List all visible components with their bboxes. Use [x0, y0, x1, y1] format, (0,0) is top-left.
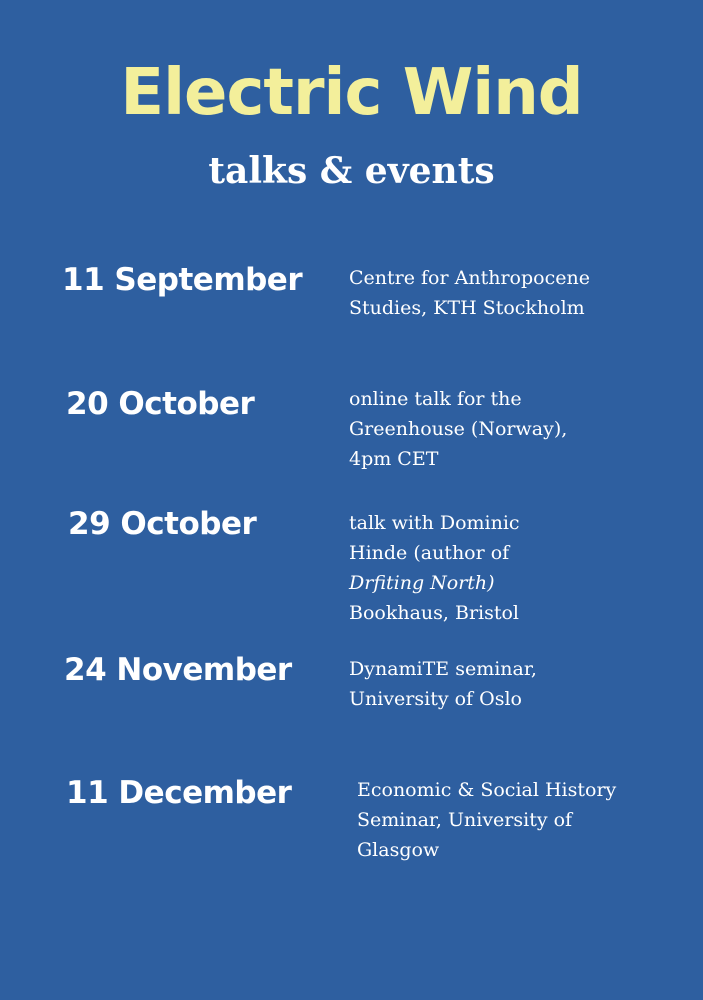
poster-subtitle: talks & events: [208, 150, 495, 192]
event-description-line: Studies, KTH Stockholm: [349, 297, 585, 319]
event-date: 24 November: [64, 652, 292, 688]
event-description-line: Greenhouse (Norway),: [349, 418, 568, 440]
event-description-line: 4pm CET: [349, 448, 439, 470]
event-date: 20 October: [66, 386, 255, 422]
event-description-line: Glasgow: [357, 839, 440, 861]
event-date: 29 October: [68, 506, 257, 542]
event-description-line: Seminar, University of: [357, 809, 573, 831]
event-description-line: online talk for the: [349, 388, 522, 410]
event-description: [349, 508, 520, 628]
event-description-line: Hinde (author of: [349, 542, 510, 564]
event-description-line: University of Oslo: [349, 688, 522, 710]
event-description-line: Centre for Anthropocene: [349, 267, 590, 289]
event-description-line: Bookhaus, Bristol: [349, 602, 520, 624]
book-title: Drfiting North): [349, 572, 495, 594]
event-description-line: talk with Dominic: [349, 512, 520, 534]
event-description: [349, 654, 537, 714]
event-description: [357, 775, 616, 865]
event-date: 11 December: [66, 775, 292, 811]
event-date: 11 September: [62, 262, 303, 298]
event-description: [349, 263, 590, 323]
event-description: [349, 384, 567, 474]
event-description-line: Economic & Social History: [357, 779, 617, 801]
event-description-line: DynamiTE seminar,: [349, 658, 537, 680]
poster-title: Electric Wind: [120, 56, 583, 130]
